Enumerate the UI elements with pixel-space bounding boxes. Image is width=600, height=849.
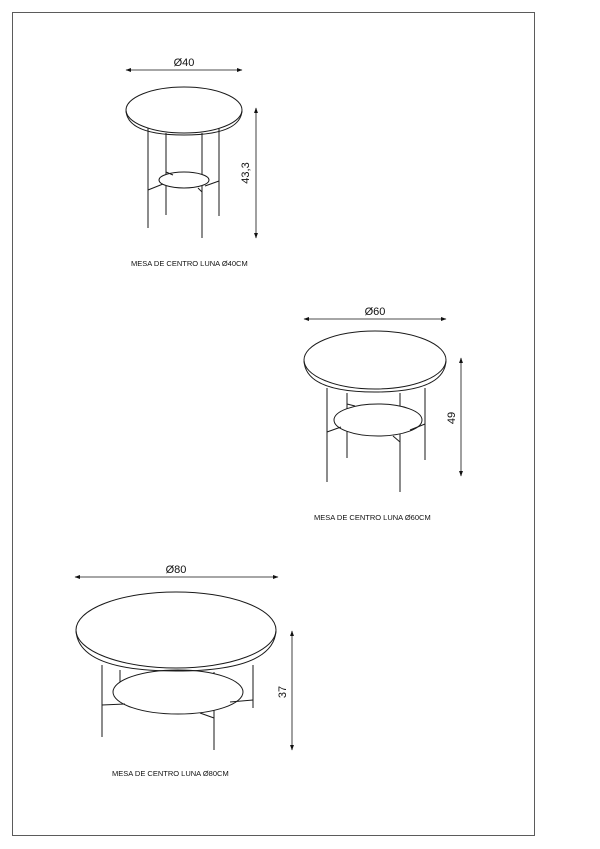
table-60-diameter-label: Ø60 [364, 306, 386, 318]
table-80-shelf [113, 670, 243, 714]
table-80-drawing [76, 592, 276, 750]
table-80-caption: MESA DE CENTRO LUNA Ø80CM [112, 769, 229, 778]
table-60-top [304, 331, 446, 389]
table-40-diameter-label: Ø40 [173, 57, 195, 69]
table-40-caption: MESA DE CENTRO LUNA Ø40CM [131, 259, 248, 268]
table-40-shelf [159, 172, 209, 188]
table-40-drawing [126, 87, 242, 238]
table-40-top [126, 87, 242, 133]
table-60-drawing [304, 331, 446, 492]
table-60-height-label: 49 [446, 411, 458, 425]
table-40-height-label: 43,3 [240, 162, 252, 184]
table-80-height-label: 37 [277, 685, 289, 699]
table-80-top [76, 592, 276, 668]
table-60-caption: MESA DE CENTRO LUNA Ø60CM [314, 513, 431, 522]
table-60-shelf [334, 404, 422, 436]
table-80-diameter-label: Ø80 [165, 564, 187, 576]
